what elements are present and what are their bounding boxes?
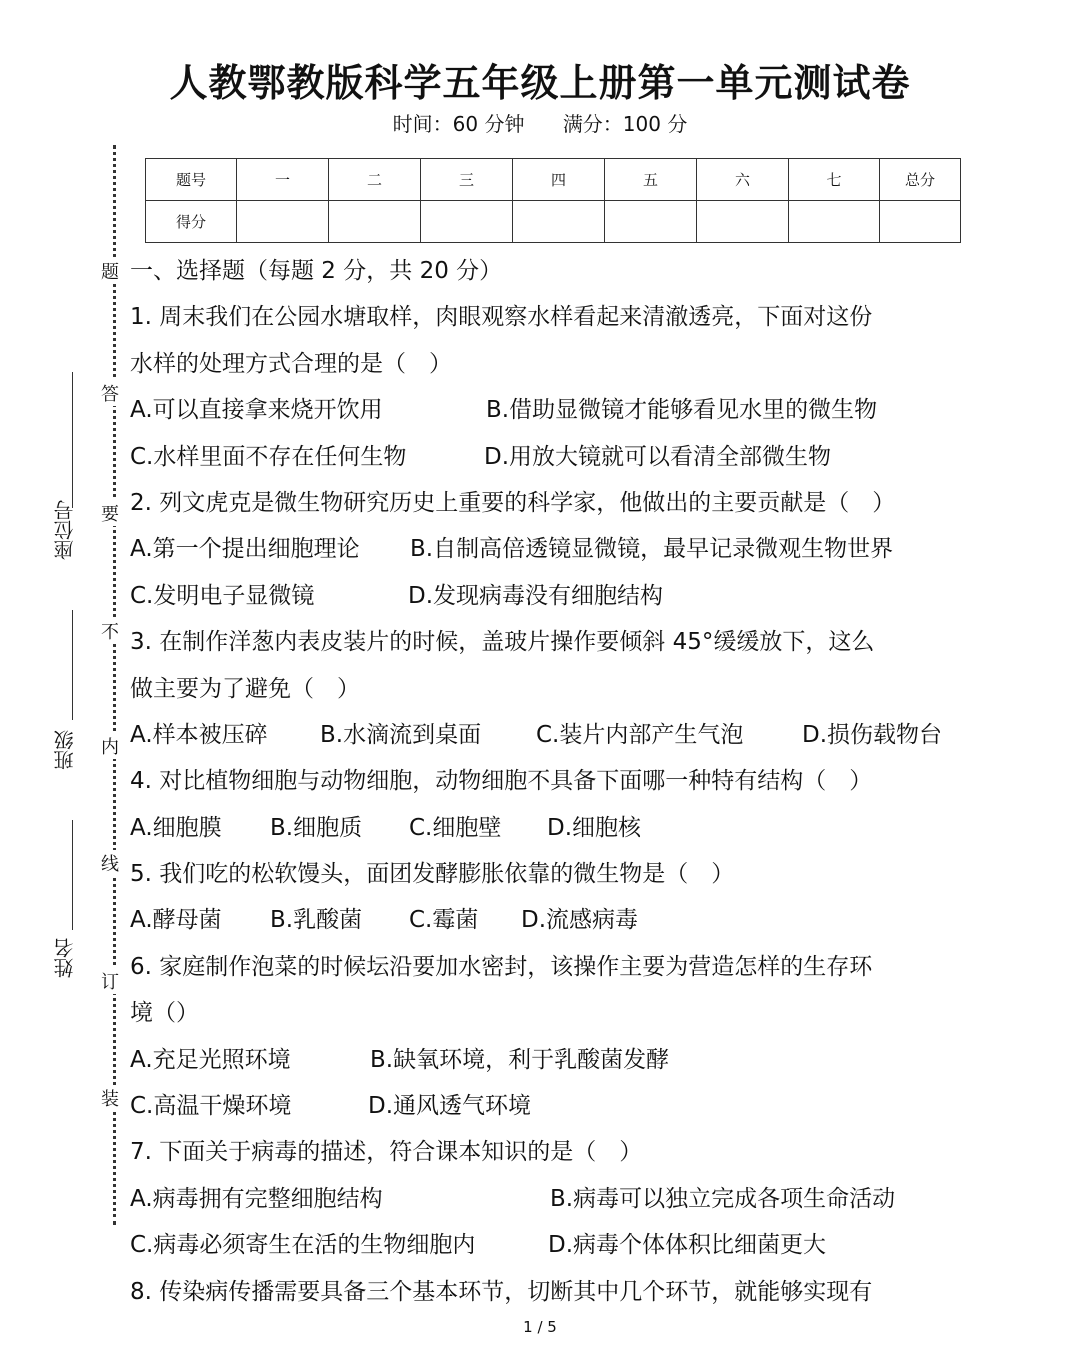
option-d[interactable]: D.细胞核: [547, 814, 642, 841]
score-input-cell[interactable]: [697, 201, 789, 243]
seat-number-line[interactable]: [72, 372, 73, 508]
seal-char: 内: [98, 733, 122, 759]
score-input-cell[interactable]: [605, 201, 697, 243]
option-a[interactable]: A.第一个提出细胞理论: [130, 536, 360, 563]
option-row: [130, 573, 960, 619]
option-row: [130, 526, 960, 572]
seat-number-label: 座位号: [53, 500, 77, 560]
option-c[interactable]: C.高温干燥环境: [130, 1093, 292, 1120]
option-row: [130, 387, 960, 433]
question-text: 4. 对比植物细胞与动物细胞，动物细胞不具备下面哪一种特有结构（ ）: [130, 768, 873, 795]
question-text: 8. 传染病传播需要具备三个基本环节，切断其中几个环节，就能够实现有: [130, 1278, 873, 1305]
option-a[interactable]: A.充足光照环境: [130, 1046, 291, 1073]
score-input-cell[interactable]: [880, 201, 961, 243]
option-row: [130, 1176, 960, 1222]
option-b[interactable]: B.乳酸菌: [270, 907, 363, 934]
score-cell: 题号: [146, 159, 237, 201]
exam-info: [0, 108, 1080, 137]
option-d[interactable]: D.用放大镜就可以看清全部微生物: [484, 443, 832, 470]
seal-char: 要: [98, 500, 122, 526]
score-input-cell[interactable]: [421, 201, 513, 243]
score-table-score-row: [146, 201, 961, 243]
option-row: [130, 805, 960, 851]
option-b[interactable]: B.缺氧环境，利于乳酸菌发酵: [370, 1046, 670, 1073]
question-text: 做主要为了避免（ ）: [130, 675, 360, 702]
name-label: 姓名: [53, 938, 77, 978]
option-row: [130, 1037, 960, 1083]
option-c[interactable]: C.霉菌: [409, 907, 479, 934]
option-a[interactable]: A.样本被压碎: [130, 721, 268, 748]
question-text: 水样的处理方式合理的是（ ）: [130, 350, 452, 377]
option-c[interactable]: C.细胞壁: [409, 814, 502, 841]
seal-char: 线: [98, 850, 122, 876]
option-b[interactable]: B.借助显微镜才能够看见水里的微生物: [486, 397, 878, 424]
option-a[interactable]: A.病毒拥有完整细胞结构: [130, 1185, 383, 1212]
option-row: [130, 434, 960, 480]
score-row-label: 得分: [146, 201, 237, 243]
option-a[interactable]: A.可以直接拿来烧开饮用: [130, 397, 383, 424]
option-b[interactable]: B.病毒可以独立完成各项生命活动: [550, 1185, 896, 1212]
option-d[interactable]: D.发现病毒没有细胞结构: [408, 582, 664, 609]
option-c[interactable]: C.病毒必须寄生在活的生物细胞内: [130, 1232, 476, 1259]
option-d[interactable]: D.损伤载物台: [802, 721, 943, 748]
option-row: [130, 1083, 960, 1129]
option-d[interactable]: D.病毒个体体积比细菌更大: [548, 1232, 827, 1259]
score-input-cell[interactable]: [329, 201, 421, 243]
score-cell: 七: [789, 159, 880, 201]
score-cell: 总分: [880, 159, 961, 201]
option-d[interactable]: D.通风透气环境: [368, 1093, 532, 1120]
seal-char: 不: [98, 618, 122, 644]
question-text: 5. 我们吃的松软馒头，面团发酵膨胀依靠的微生物是（ ）: [130, 861, 735, 888]
seal-char: 装: [98, 1085, 122, 1111]
question-section: [130, 248, 960, 1315]
page-number: 1 / 5: [523, 1318, 557, 1336]
score-cell: 五: [605, 159, 697, 201]
question-text: 2. 列文虎克是微生物研究历史上重要的科学家，他做出的主要贡献是（ ）: [130, 489, 896, 516]
question-text: 境（）: [130, 1000, 199, 1027]
option-b[interactable]: B.细胞质: [270, 814, 363, 841]
option-b[interactable]: B.水滴流到桌面: [320, 721, 482, 748]
question-text: 7. 下面关于病毒的描述，符合课本知识的是（ ）: [130, 1139, 643, 1166]
page-title: 人教鄂教版科学五年级上册第一单元测试卷: [169, 61, 911, 105]
option-row: [130, 1222, 960, 1268]
score-input-cell[interactable]: [237, 201, 329, 243]
option-a[interactable]: A.酵母菌: [130, 907, 222, 934]
score-cell: 六: [697, 159, 789, 201]
option-row: [130, 712, 960, 758]
option-a[interactable]: A.细胞膜: [130, 814, 222, 841]
section-heading: 一、选择题（每题 2 分，共 20 分）: [130, 258, 503, 284]
question-text: 6. 家庭制作泡菜的时候坛沿要加水密封，该操作主要为营造怎样的生存环: [130, 953, 873, 980]
seal-char: 题: [98, 258, 122, 284]
seal-char: 答: [98, 380, 122, 406]
name-line[interactable]: [72, 820, 73, 930]
option-row: [130, 897, 960, 943]
option-b[interactable]: B.自制高倍透镜显微镜，最早记录微观生物世界: [410, 536, 894, 563]
score-input-cell[interactable]: [789, 201, 880, 243]
option-d[interactable]: D.流感病毒: [521, 907, 639, 934]
exam-full-score: 满分：100 分: [562, 112, 688, 136]
class-label: 班级: [53, 730, 77, 770]
exam-time: 时间：60 分钟: [392, 112, 525, 136]
option-c[interactable]: C.发明电子显微镜: [130, 582, 315, 609]
score-cell: 四: [513, 159, 605, 201]
score-table-header-row: [146, 159, 961, 201]
question-text: 1. 周末我们在公园水塘取样，肉眼观察水样看起来清澈透亮，下面对这份: [130, 304, 873, 331]
score-cell: 一: [237, 159, 329, 201]
question-text: 3. 在制作洋葱内表皮装片的时候，盖玻片操作要倾斜 45°缓缓放下，这么: [130, 629, 875, 656]
score-input-cell[interactable]: [513, 201, 605, 243]
score-cell: 三: [421, 159, 513, 201]
seal-char: 订: [98, 968, 122, 994]
binding-dotted-line: [113, 145, 116, 1225]
option-c[interactable]: C.水样里面不存在任何生物: [130, 443, 407, 470]
score-table: [145, 158, 961, 243]
score-cell: 二: [329, 159, 421, 201]
option-c[interactable]: C.装片内部产生气泡: [536, 721, 744, 748]
class-line[interactable]: [72, 610, 73, 720]
